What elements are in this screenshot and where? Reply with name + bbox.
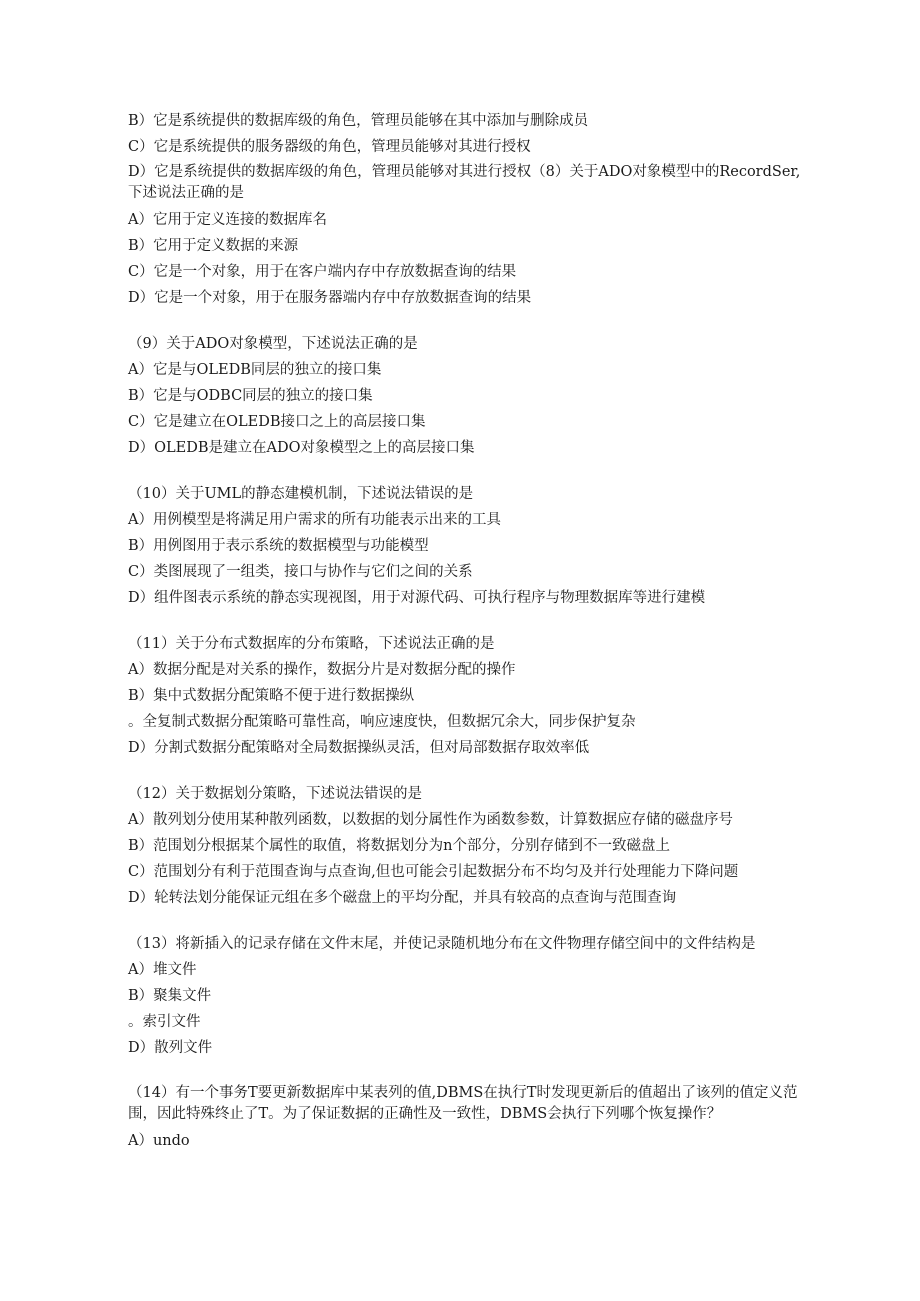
question-text: （10）关于UML的静态建模机制，下述说法错误的是 — [128, 486, 474, 502]
option-c: C）它是系统提供的服务器级的角色，管理员能够对其进行授权 — [128, 139, 531, 155]
option-a: A）堆文件 — [128, 962, 197, 978]
question-text: （14）有一个事务T要更新数据库中某表列的值,DBMS在执行T时发现更新后的值超出了该列的值定义范围，因此特殊终止了T。为了保证数据的正确性及一致性，DBMS会执行下列哪个恢复操作？ — [128, 1085, 798, 1122]
option-d: D）散列文件 — [128, 1040, 213, 1056]
option-b: B）聚集文件 — [128, 988, 212, 1004]
question-block-13 — [128, 931, 808, 1061]
option-c: C）范围划分有利于范围查询与点查询,但也可能会引起数据分布不均匀及并行处理能力下降问题 — [128, 864, 739, 880]
option-a: A）数据分配是对关系的操作，数据分片是对数据分配的操作 — [128, 662, 516, 678]
question-block-10 — [128, 481, 808, 611]
option-b: B）范围划分根据某个属性的取值，将数据划分为n个部分，分别存储到不一致磁盘上 — [128, 838, 670, 854]
option-b: B）集中式数据分配策略不便于进行数据操纵 — [128, 688, 415, 704]
option-a: A）undo — [128, 1133, 190, 1149]
question-block-14 — [128, 1081, 808, 1154]
option-b: B）它是与ODBC同层的独立的接口集 — [128, 388, 373, 404]
option-a: A）它是与OLEDB同层的独立的接口集 — [128, 362, 382, 378]
option-b: B）它用于定义数据的来源 — [128, 238, 299, 254]
option-a: A）散列划分使用某种散列函数，以数据的划分属性作为函数参数，计算数据应存储的磁盘序号 — [128, 812, 733, 828]
option-c: 。全复制式数据分配策略可靠性高，响应速度快，但数据冗余大，同步保护复杂 — [128, 714, 636, 730]
option-c: C）类图展现了一组类，接口与协作与它们之间的关系 — [128, 564, 473, 580]
question-block-11 — [128, 631, 808, 761]
option-b: B）用例图用于表示系统的数据模型与功能模型 — [128, 538, 429, 554]
option-d-and-question-8: D）它是系统提供的数据库级的角色，管理员能够对其进行授权（8）关于ADO对象模型中的RecordSer,下述说法正确的是 — [128, 164, 801, 201]
option-c: C）它是一个对象，用于在客户端内存中存放数据查询的结果 — [128, 264, 517, 280]
question-text: （11）关于分布式数据库的分布策略，下述说法正确的是 — [128, 636, 495, 652]
option-d: D）组件图表示系统的静态实现视图，用于对源代码、可执行程序与物理数据库等进行建模 — [128, 590, 706, 606]
option-a: A）用例模型是将满足用户需求的所有功能表示出来的工具 — [128, 512, 501, 528]
question-block-8 — [128, 108, 808, 311]
document-content — [128, 108, 808, 1154]
option-c: 。索引文件 — [128, 1014, 201, 1030]
option-c: C）它是建立在OLEDB接口之上的高层接口集 — [128, 414, 426, 430]
question-text: （12）关于数据划分策略，下述说法错误的是 — [128, 786, 422, 802]
question-text: （13）将新插入的记录存储在文件末尾，并使记录随机地分布在文件物理存储空间中的文件结构是 — [128, 936, 756, 952]
option-b: B）它是系统提供的数据库级的角色，管理员能够在其中添加与删除成员 — [128, 113, 589, 129]
option-d: D）分割式数据分配策略对全局数据操纵灵活，但对局部数据存取效率低 — [128, 740, 590, 756]
option-d: D）OLEDB是建立在ADO对象模型之上的高层接口集 — [128, 440, 475, 456]
question-block-12 — [128, 781, 808, 911]
question-block-9 — [128, 331, 808, 461]
question-text: （9）关于ADO对象模型，下述说法正确的是 — [128, 336, 418, 352]
option-d: D）它是一个对象，用于在服务器端内存中存放数据查询的结果 — [128, 290, 532, 306]
option-a: A）它用于定义连接的数据库名 — [128, 212, 327, 228]
option-d: D）轮转法划分能保证元组在多个磁盘上的平均分配，并具有较高的点查询与范围查询 — [128, 890, 677, 906]
